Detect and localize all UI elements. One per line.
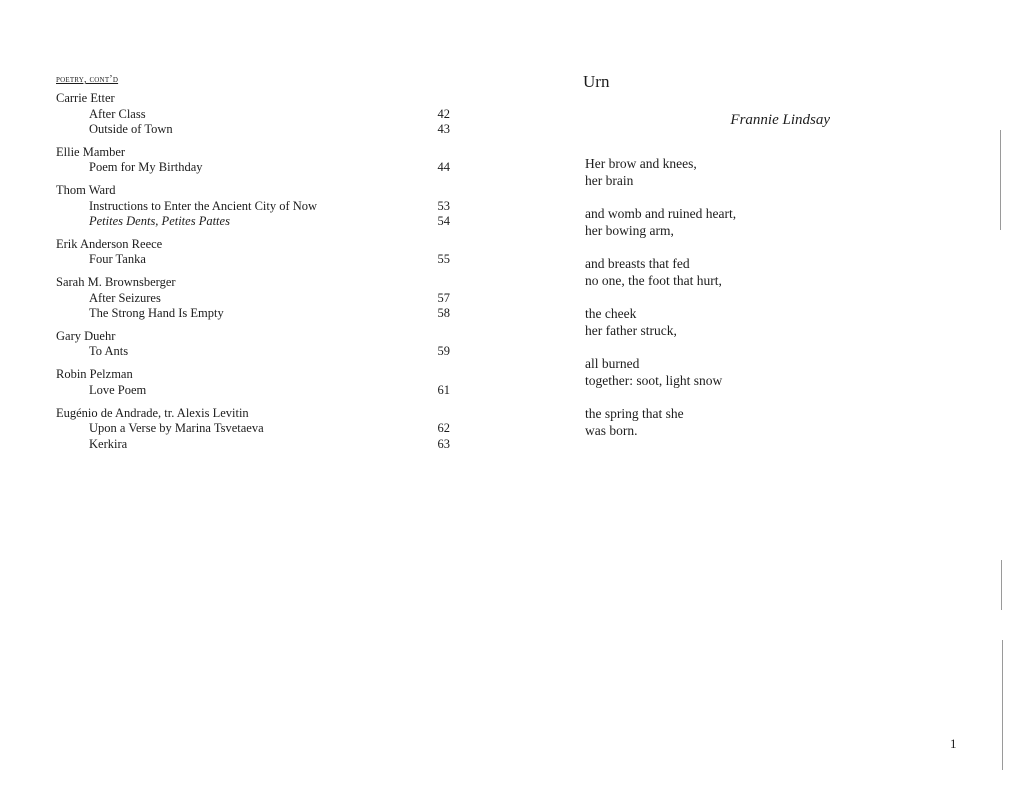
toc-entry (56, 145, 456, 176)
toc-entry (56, 406, 456, 453)
poem-stanza (585, 255, 905, 289)
toc-page-number: 44 (437, 160, 450, 175)
toc-author: Gary Duehr (56, 328, 116, 343)
toc-work (56, 252, 456, 268)
toc-work-title: The Strong Hand Is Empty (89, 306, 224, 321)
toc-author: Robin Pelzman (56, 367, 133, 382)
poem-line: and womb and ruined heart, (585, 206, 737, 221)
toc-work (56, 383, 456, 399)
toc-page-number: 55 (437, 252, 450, 267)
toc-work (56, 214, 456, 230)
toc-page-number: 42 (437, 106, 450, 121)
toc-work-title: Instructions to Enter the Ancient City of Now (89, 198, 318, 213)
toc-page-number: 61 (437, 382, 450, 397)
toc-entry (56, 237, 456, 268)
toc-work (56, 160, 456, 176)
toc-work (56, 421, 456, 437)
poem-line: Her brow and knees, (585, 156, 697, 171)
toc-work-title: After Seizures (89, 290, 161, 305)
toc-work (56, 122, 456, 138)
toc-author: Erik Anderson Reece (56, 236, 163, 251)
toc-work-title: Love Poem (89, 382, 147, 397)
toc-work (56, 107, 456, 123)
toc-work (56, 437, 456, 453)
toc-heading: poetry, cont’d (56, 74, 119, 85)
toc-work (56, 291, 456, 307)
toc-author: Eugénio de Andrade, tr. Alexis Levitin (56, 405, 249, 420)
poem-stanza (585, 405, 905, 439)
poem-line: and breasts that fed (585, 256, 690, 271)
toc-entry (56, 91, 456, 138)
toc-work-title: Poem for My Birthday (89, 160, 203, 175)
poem-line: all burned (585, 356, 640, 371)
poem-line: no one, the foot that hurt, (585, 273, 722, 288)
toc-work-title: Outside of Town (89, 122, 173, 136)
toc-author: Carrie Etter (56, 91, 115, 105)
page-edge-shadow (1002, 640, 1003, 770)
poem-stanza (585, 205, 905, 239)
toc-entry (56, 183, 456, 230)
poem-title: Urn (583, 72, 610, 91)
poem-body (585, 155, 905, 455)
toc-work (56, 306, 456, 322)
toc-author: Thom Ward (56, 183, 116, 198)
poem-stanza (585, 355, 905, 389)
poem-line: the cheek (585, 306, 637, 321)
toc-page-number: 43 (437, 122, 450, 136)
poem-line: was born. (585, 423, 638, 438)
toc-work-title: To Ants (89, 344, 129, 359)
toc-work (56, 199, 456, 215)
poem-stanza (585, 155, 905, 189)
table-of-contents (56, 91, 456, 459)
toc-work-title: Upon a Verse by Marina Tsvetaeva (89, 421, 264, 436)
poem-author: Frannie Lindsay (730, 112, 830, 128)
poem-line: her bowing arm, (585, 223, 674, 238)
toc-author: Sarah M. Brownsberger (56, 275, 176, 290)
toc-page-number: 62 (437, 421, 450, 436)
toc-entry (56, 367, 456, 398)
toc-entry (56, 275, 456, 322)
toc-work-title: Petites Dents, Petites Pattes (89, 214, 230, 229)
toc-author: Ellie Mamber (56, 144, 126, 159)
toc-work-title: Kerkira (89, 436, 128, 451)
toc-work-title: After Class (89, 106, 146, 121)
poem-line: together: soot, light snow (585, 373, 723, 388)
poem-line: the spring that she (585, 406, 684, 421)
toc-page-number: 59 (437, 344, 450, 359)
page-edge-shadow (1000, 130, 1001, 230)
toc-work-title: Four Tanka (89, 252, 146, 267)
page-edge-shadow (1001, 560, 1002, 610)
toc-page-number: 57 (437, 290, 450, 305)
toc-page-number: 53 (437, 198, 450, 213)
poem-line: her father struck, (585, 323, 677, 338)
poem-line: her brain (585, 173, 634, 188)
toc-page-number: 63 (437, 436, 450, 451)
page-number: 1 (950, 736, 957, 751)
poem-stanza (585, 305, 905, 339)
toc-page-number: 58 (437, 306, 450, 321)
toc-entry (56, 329, 456, 360)
toc-work (56, 344, 456, 360)
toc-page-number: 54 (437, 214, 450, 229)
